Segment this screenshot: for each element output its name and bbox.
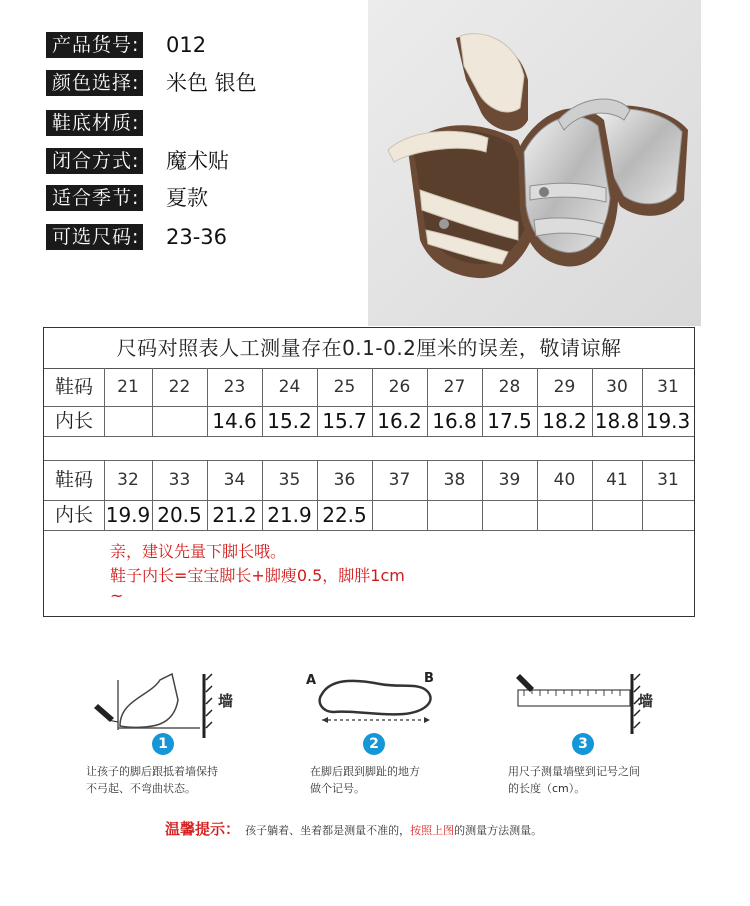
- step-2-text-line-1: 在脚后跟到脚趾的地方: [310, 765, 420, 778]
- attr-label: 产品货号:: [46, 32, 143, 58]
- size-cell: 29: [553, 377, 576, 397]
- size-cell: 36: [333, 470, 356, 490]
- attr-value: 012: [166, 33, 207, 57]
- size-cell: 30: [606, 377, 628, 397]
- tip-title: 温馨提示：: [165, 820, 241, 838]
- size-cell: 32: [117, 470, 139, 490]
- size-cell: 27: [443, 377, 466, 397]
- product-photo: [368, 0, 701, 326]
- size-cell: 28: [498, 377, 521, 397]
- size-cell: 25: [333, 377, 356, 397]
- step-number-badge: 3: [572, 733, 594, 755]
- attr-row-color: [46, 70, 366, 96]
- length-cell: 19.9: [105, 503, 151, 527]
- size-cell: 38: [443, 470, 466, 490]
- size-cell: 37: [388, 470, 411, 490]
- attr-label: 适合季节:: [46, 185, 143, 211]
- warm-tip: [165, 818, 542, 839]
- step-1-text-line-1: 让孩子的脚后跟抵着墙保持: [86, 765, 218, 778]
- attr-value: 米色 银色: [166, 71, 257, 95]
- attr-label: 可选尺码:: [46, 224, 143, 250]
- tip-tail: 的测量方法测量。: [454, 824, 543, 837]
- size-cell: 34: [223, 470, 246, 490]
- step-1-text-line-2: 不弓起、不弯曲状态。: [86, 782, 196, 795]
- note-measure-first: 亲，建议先量下脚长哦。: [110, 542, 287, 561]
- tip-highlight: 按照上图: [410, 824, 455, 837]
- attr-row-item-number: [46, 32, 366, 58]
- size-chart: [43, 327, 695, 617]
- point-a-label: A: [306, 673, 317, 688]
- attr-row-season: [46, 185, 366, 211]
- point-b-label: B: [424, 671, 434, 686]
- attr-value: 夏款: [166, 186, 208, 210]
- size-cell: 31: [657, 377, 679, 397]
- length-cell: 14.6: [212, 409, 257, 433]
- length-cell: [482, 500, 537, 530]
- note-length-formula: 鞋子内长=宝宝脚长+脚瘦0.5，脚胖1cm: [110, 566, 405, 585]
- length-cell: 16.2: [377, 409, 422, 433]
- attr-value: 魔术贴: [166, 149, 229, 173]
- length-cell: 22.5: [322, 503, 367, 527]
- size-cell: 33: [168, 470, 191, 490]
- length-cell: 15.2: [267, 409, 312, 433]
- length-cell: 15.7: [322, 409, 367, 433]
- step-2-text-line-2: 做个记号。: [310, 782, 365, 795]
- length-cell: [104, 406, 152, 436]
- size-cell: 23: [223, 377, 246, 397]
- length-cell: [152, 406, 207, 436]
- row-label-size: 鞋码: [54, 469, 93, 491]
- attr-value: 23-36: [166, 225, 228, 249]
- attr-label: 闭合方式:: [46, 148, 143, 174]
- size-chart-title: 尺码对照表人工测量存在0.1-0.2厘米的误差，敬请谅解: [44, 328, 694, 369]
- grid-line: [44, 530, 694, 531]
- size-cell: 22: [168, 377, 191, 397]
- length-cell: 18.2: [542, 409, 587, 433]
- sandals-illustration: [368, 0, 701, 326]
- step-number-badge: 2: [363, 733, 385, 755]
- length-cell: [427, 500, 482, 530]
- length-cell: 20.5: [157, 503, 202, 527]
- wall-label-3: 墙: [638, 692, 654, 710]
- length-cell: [537, 500, 592, 530]
- size-cell: 26: [388, 377, 411, 397]
- size-cell: 41: [606, 470, 628, 490]
- attr-label: 颜色选择:: [46, 70, 143, 96]
- attr-row-closure: [46, 148, 366, 174]
- size-cell: 24: [278, 377, 301, 397]
- row-label-length: 内长: [54, 504, 93, 526]
- step-3-text-line-2: 的长度（cm）。: [508, 782, 586, 795]
- foot-against-wall-illustration: [94, 674, 212, 738]
- size-cell: 39: [498, 470, 521, 490]
- length-cell: 21.2: [212, 503, 257, 527]
- length-cell: [642, 500, 694, 530]
- size-cell: 40: [553, 470, 576, 490]
- attr-label: 鞋底材质:: [46, 110, 143, 136]
- tip-body: 孩子躺着、坐着都是测量不准的，: [245, 824, 411, 837]
- step-number-badge: 1: [152, 733, 174, 755]
- length-cell: 19.3: [645, 409, 691, 433]
- note-tilde: ~: [110, 586, 124, 605]
- foot-outline-illustration: [320, 681, 431, 723]
- ruler-illustration: [516, 674, 640, 734]
- length-cell: [592, 500, 642, 530]
- size-cell: 31: [657, 470, 679, 490]
- size-cell: 35: [278, 470, 301, 490]
- row-label-size: 鞋码: [54, 376, 93, 398]
- size-cell: 21: [117, 377, 139, 397]
- length-cell: 17.5: [487, 409, 532, 433]
- wall-label-1: 墙: [218, 692, 234, 710]
- length-cell: 16.8: [432, 409, 477, 433]
- attr-row-sole-material: [46, 110, 366, 136]
- length-cell: 18.8: [594, 409, 640, 433]
- row-label-length: 内长: [54, 410, 93, 432]
- grid-line: [44, 436, 694, 437]
- length-cell: [372, 500, 427, 530]
- step-3-text-line-1: 用尺子测量墙壁到记号之间: [508, 765, 640, 778]
- attr-row-sizes: [46, 224, 366, 250]
- length-cell: 21.9: [267, 503, 312, 527]
